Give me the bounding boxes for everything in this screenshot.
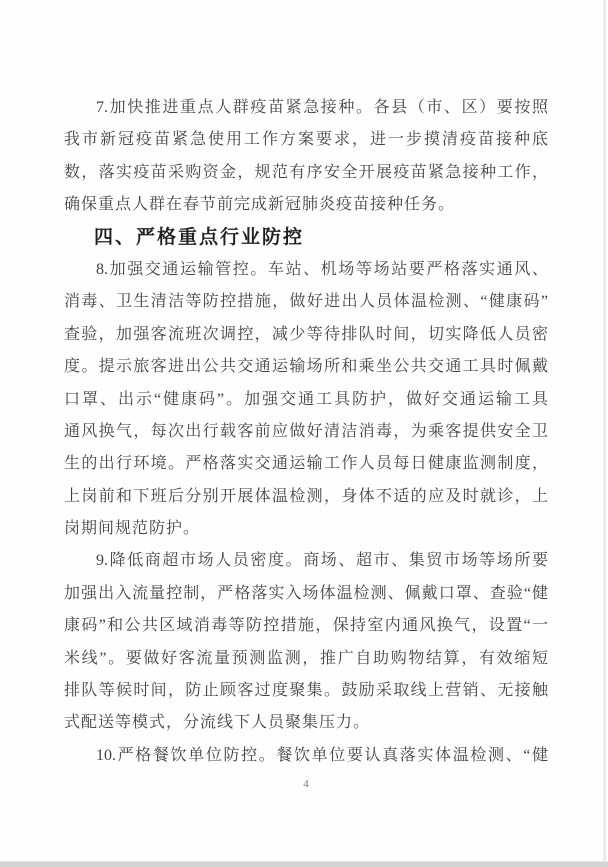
section-heading: 四、严格重点行业防控 xyxy=(94,226,305,248)
text-line: 生的出行环境。严格落实交通运输工作人员每日健康监测制度， xyxy=(64,455,548,473)
text-line: 排队等候时间，防止顾客过度聚集。鼓励采取线上营销、无接触 xyxy=(64,682,548,700)
text-line: 我市新冠疫苗紧急使用工作方案要求，进一步摸清疫苗接种底 xyxy=(64,131,548,149)
text-line: 式配送等模式，分流线下人员聚集压力。 xyxy=(64,714,371,732)
text-line: 9.降低商超市场人员密度。商场、超市、集贸市场等场所要 xyxy=(96,552,548,570)
text-line: 消毒、卫生清洁等防控措施，做好进出人员体温检测、“健康码” xyxy=(64,293,548,311)
text-line: 10.严格餐饮单位防控。餐饮单位要认真落实体温检测、“健 xyxy=(96,746,548,764)
text-line: 度。提示旅客进出公共交通运输场所和乘坐公共交通工具时佩戴 xyxy=(64,358,548,376)
text-line: 查验，加强客流班次调控，减少等待排队时间，切实降低人员密 xyxy=(64,325,548,343)
scan-right-edge xyxy=(603,0,606,867)
text-line: 加强出入流量控制，严格落实入场体温检测、佩戴口罩、查验“健 xyxy=(64,584,548,602)
text-line: 8.加强交通运输管控。车站、机场等场站要严格落实通风、 xyxy=(96,260,548,278)
text-line: 确保重点人群在春节前完成新冠肺炎疫苗接种任务。 xyxy=(64,196,456,214)
text-line: 康码”和公共区域消毒等防控措施，保持室内通风换气，设置“一 xyxy=(64,617,548,635)
document-text xyxy=(64,92,548,772)
text-line: 数，落实疫苗采购资金，规范有序安全开展疫苗紧急接种工作， xyxy=(64,163,548,181)
text-line: 口罩、出示“健康码”。加强交通工具防护，做好交通运输工具 xyxy=(64,390,548,408)
page-number: 4 xyxy=(303,778,309,790)
text-line: 上岗前和下班后分别开展体温检测，身体不适的应及时就诊，上 xyxy=(64,487,548,505)
text-line: 7.加快推进重点人群疫苗紧急接种。各县（市、区）要按照 xyxy=(96,99,548,116)
scan-bottom-edge xyxy=(0,861,608,867)
text-line: 岗期间规范防护。 xyxy=(64,520,201,538)
text-line: 通风换气，每次出行载客前应做好清洁消毒，为乘客提供安全卫 xyxy=(64,422,548,440)
text-line: 米线”。要做好客流量预测监测，推广自助购物结算，有效缩短 xyxy=(64,649,548,667)
